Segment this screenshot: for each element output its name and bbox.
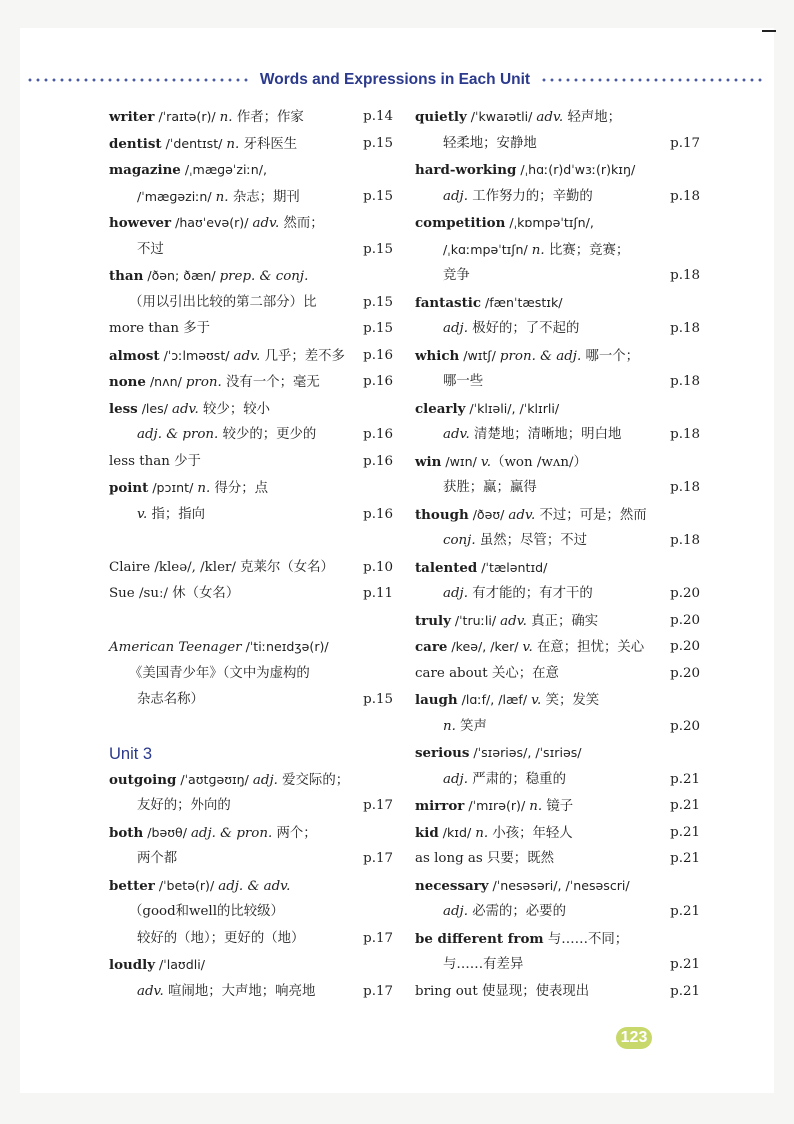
entry-dentist (109, 131, 393, 158)
meaning: 杂志；期刊 (228, 189, 300, 205)
entry-serious-cont (415, 767, 700, 794)
phrase: as long as 只要；既然 (415, 851, 554, 866)
meaning: 没有一个；毫无 (221, 375, 320, 390)
meaning: 轻柔地；安静地 (443, 135, 537, 151)
phonetic: /ˈkwaɪətli/ (466, 109, 537, 124)
entry-more-than (109, 316, 393, 343)
phonetic: /ˈraɪtə(r)/ (154, 109, 220, 124)
entry-american-teenager-cont (109, 661, 393, 688)
meaning: 虽然；尽管；不过 (475, 533, 587, 548)
entry-talented-cont (415, 581, 700, 608)
entry-claire (109, 555, 393, 582)
page-ref: p.21 (670, 851, 700, 866)
headword: kid (415, 824, 439, 841)
phrase: more than 多于 (109, 321, 210, 336)
part-of-speech: n. (219, 110, 233, 125)
phonetic: /ˈsɪəriəs/, /ˈsɪriəs/ (469, 745, 582, 760)
part-of-speech: n. (529, 799, 543, 814)
meaning: 必需的；必要的 (467, 904, 566, 919)
headword: laugh (415, 692, 458, 708)
headword: less (109, 400, 138, 417)
dotted-rule-right (540, 78, 764, 82)
entry-clearly (415, 396, 700, 423)
part-of-speech: adj. & pron. (190, 825, 273, 841)
part-of-speech: adv. (443, 427, 470, 442)
proper-name: Claire /kleə/, /kler/ 克莱尔（女名） (109, 559, 334, 575)
headword: fantastic (415, 294, 481, 311)
part-of-speech: n. (475, 825, 489, 841)
entry-than-cont (109, 290, 393, 317)
entry-though (415, 502, 700, 529)
proper-name: Sue /suː/ 休（女名） (109, 586, 240, 601)
entry-necessary-cont (415, 899, 700, 926)
part-of-speech: adj. (443, 188, 468, 204)
entry-competition-cont (415, 237, 700, 264)
header-title: Words and Expressions in Each Unit (259, 71, 531, 88)
part-of-speech: pron. (185, 375, 222, 390)
entry-writer (109, 104, 393, 131)
entry-fantastic (415, 290, 700, 317)
phonetic: /ˌhɑː(r)dˈwɜː(r)kɪŋ/ (516, 162, 636, 177)
page-ref: p.11 (363, 586, 393, 601)
page-ref: p.14 (363, 109, 393, 124)
meaning: 杂志名称） (137, 692, 204, 707)
meaning: 几乎；差不多 (260, 348, 345, 364)
entry-fantastic-cont (415, 316, 700, 343)
page-ref: p.15 (363, 135, 393, 151)
entry-mirror (415, 793, 700, 820)
headword: however (109, 215, 172, 231)
entry-sue (109, 581, 393, 608)
phonetic: /keə/, /ker/ (447, 639, 523, 654)
page-ref: p.15 (363, 692, 393, 707)
entry-bring-out (415, 979, 700, 1006)
phonetic: /ˈmɪrə(r)/ (464, 798, 530, 813)
entry-win-cont (415, 475, 700, 502)
page-ref: p.21 (670, 824, 700, 840)
page-ref: p.17 (363, 930, 393, 946)
phonetic: /ðən; ðæn/ (143, 268, 220, 283)
page-ref: p.17 (363, 798, 393, 813)
entry-better-cont2 (109, 926, 393, 953)
running-header (26, 70, 764, 90)
phonetic: /ˌkɑːmpəˈtɪʃn/ (443, 241, 532, 257)
headword: none (109, 374, 146, 390)
headword: magazine (109, 162, 181, 178)
part-of-speech: adv. (252, 216, 280, 231)
entry-laugh (415, 687, 700, 714)
meaning: 笑；发笑 (541, 693, 600, 708)
entry-american-teenager (109, 634, 393, 661)
page-ref: p.17 (670, 135, 700, 151)
meaning: 工作努力的；辛勤的 (467, 188, 593, 204)
corner-mark (762, 30, 776, 32)
right-column (415, 104, 700, 1005)
meaning: 然而； (279, 216, 324, 231)
page-ref: p.18 (670, 321, 700, 336)
headword: quietly (415, 109, 467, 125)
entry-care-about (415, 661, 700, 688)
entry-loudly (109, 952, 393, 979)
entry-quietly-cont (415, 131, 700, 158)
entry-competition (415, 210, 700, 237)
entry-kid (415, 820, 700, 847)
phonetic: /ˈbetə(r)/ (154, 877, 219, 893)
entry-point-cont (109, 502, 393, 529)
entry-necessary (415, 873, 700, 900)
meaning: 与……有差异 (443, 957, 524, 972)
entry-which (415, 343, 700, 370)
headword: loudly (109, 957, 155, 973)
entry-as-long-as (415, 846, 700, 873)
phonetic: /wɪn/ (441, 453, 481, 469)
entry-hard-working (415, 157, 700, 184)
part-of-speech: v. (531, 693, 542, 708)
phonetic: /ˌmæɡəˈziːn/, (180, 162, 267, 177)
part-of-speech: adv. (500, 613, 527, 629)
headword: competition (415, 215, 506, 231)
entry-than (109, 263, 393, 290)
page-ref: p.21 (670, 957, 700, 972)
meaning: 两个； (272, 825, 317, 841)
headword: almost (109, 347, 160, 364)
entry-magazine (109, 157, 393, 184)
page-ref: p.20 (670, 639, 700, 654)
entry-magazine-cont (109, 184, 393, 211)
part-of-speech: n. (443, 718, 456, 734)
headword: serious (415, 745, 470, 761)
part-of-speech: adj. (443, 586, 468, 601)
page-ref: p.20 (670, 586, 700, 601)
page-ref: p.16 (363, 374, 393, 389)
part-of-speech: adj. & pron. (137, 427, 219, 442)
entry-less-than (109, 449, 393, 476)
page-ref: p.21 (670, 983, 700, 999)
meaning: 比赛；竞赛； (544, 242, 630, 258)
phonetic: /haʊˈevə(r)/ (171, 215, 253, 230)
phonetic: /ˈlaʊdli/ (155, 957, 205, 972)
page-ref: p.20 (670, 718, 700, 734)
meaning: 较少的；更少的 (218, 427, 317, 442)
headword: mirror (415, 798, 465, 814)
phonetic: /ˌkɒmpəˈtɪʃn/, (505, 215, 594, 230)
page-ref: p.16 (363, 506, 393, 522)
page-ref: p.15 (363, 321, 393, 336)
page-ref: p.15 (363, 188, 393, 204)
phrase: care about 关心；在意 (415, 665, 559, 681)
phonetic: /ˈɔːlməʊst/ (159, 347, 234, 363)
page-ref: p.17 (363, 851, 393, 866)
phonetic: /ˈdentɪst/ (161, 135, 227, 151)
page-ref: p.18 (670, 374, 700, 389)
headword: care (415, 639, 448, 655)
phonetic: /ˈtiːneɪdʒə(r)/ (241, 639, 329, 654)
meaning: 爱交际的； (277, 772, 350, 788)
part-of-speech: adv. (172, 401, 199, 417)
part-of-speech: n. (531, 242, 545, 258)
meaning: 较少；较小 (198, 401, 271, 417)
meaning: 镜子 (542, 799, 574, 814)
meaning: 《美国青少年》（文中为虚构的 (129, 665, 310, 681)
page-ref: p.16 (363, 347, 393, 363)
headword: talented (415, 559, 478, 576)
part-of-speech: prep. & conj. (219, 269, 309, 284)
page-ref: p.21 (670, 798, 700, 813)
entry-be-different-from-cont (415, 952, 700, 979)
page-ref: p.18 (670, 480, 700, 495)
entry-both-cont (109, 846, 393, 873)
entry-hard-working-cont (415, 184, 700, 211)
headword: hard-working (415, 162, 517, 178)
part-of-speech: n. (226, 136, 240, 152)
phonetic: /les/ (137, 400, 172, 416)
phrase: bring out 使显现；使表现出 (415, 983, 590, 999)
entry-both (109, 820, 393, 847)
meaning: 不过；可是；然而 (535, 507, 647, 523)
part-of-speech: v. (480, 454, 492, 470)
part-of-speech: adv. (137, 983, 164, 999)
phonetic: /ˈtæləntɪd/ (477, 559, 548, 575)
part-of-speech: v. (137, 506, 148, 522)
entry-serious (415, 740, 700, 767)
phonetic: /ˈtruːli/ (450, 612, 501, 628)
meaning: （good和well的比较级） (129, 904, 284, 919)
headword: which (415, 347, 460, 364)
headword: writer (109, 109, 155, 125)
meaning: 牙科医生 (239, 136, 298, 152)
meaning: 真正；确实 (526, 613, 599, 629)
page-ref: p.18 (670, 188, 700, 204)
headword: clearly (415, 400, 466, 417)
headword: truly (415, 612, 451, 629)
phonetic: /ˈaʊtɡəʊɪŋ/ (176, 771, 253, 787)
headword: than (109, 268, 144, 284)
part-of-speech: adj. (443, 321, 468, 336)
meaning: （用以引出比较的第二部分）比 (129, 294, 317, 310)
meaning: 两个都 (137, 851, 178, 866)
page-ref: p.10 (363, 559, 393, 575)
page-ref: p.20 (670, 665, 700, 681)
meaning: 与……不同； (543, 931, 629, 947)
meaning: 极好的；了不起的 (467, 321, 580, 336)
dotted-rule-left (26, 78, 250, 82)
part-of-speech: conj. (443, 533, 476, 548)
page-ref: p.21 (670, 904, 700, 919)
headword: dentist (109, 135, 162, 152)
entry-truly (415, 608, 700, 635)
meaning: 严肃的；稳重的 (467, 771, 566, 787)
part-of-speech: adv. (508, 507, 536, 523)
entry-outgoing-cont (109, 793, 393, 820)
entry-point (109, 475, 393, 502)
entry-talented (415, 555, 700, 582)
phrase: less than 少于 (109, 453, 201, 469)
phonetic: /kɪd/ (438, 824, 476, 840)
part-of-speech: adv. (233, 348, 261, 364)
part-of-speech: n. (197, 481, 211, 496)
headword: point (109, 480, 149, 496)
headword: necessary (415, 877, 489, 894)
entry-none (109, 369, 393, 396)
headword: both (109, 824, 144, 841)
entry-less-cont (109, 422, 393, 449)
meaning: 小孩；年轻人 (488, 825, 573, 841)
part-of-speech: adj. (443, 904, 468, 919)
headword: better (109, 877, 155, 894)
meaning: 哪一些 (443, 374, 484, 389)
left-column (109, 104, 393, 1005)
entry-better (109, 873, 393, 900)
entry-clearly-cont (415, 422, 700, 449)
page-ref: p.15 (363, 294, 393, 310)
unit-heading: Unit 3 (109, 745, 153, 763)
page-ref: p.20 (670, 612, 700, 628)
entry-better-cont (109, 899, 393, 926)
phonetic: /nʌn/ (145, 374, 186, 389)
phonetic: /ˈklɪəli/, /ˈklɪrli/ (465, 400, 560, 416)
part-of-speech: adj. (252, 772, 278, 788)
page-ref: p.18 (670, 533, 700, 548)
entry-laugh-cont (415, 714, 700, 741)
entry-almost (109, 343, 393, 370)
meaning: 竞争 (443, 268, 470, 283)
entry-win (415, 449, 700, 476)
meaning: 有才能的；有才干的 (467, 586, 593, 601)
meaning: 指；指向 (147, 506, 206, 522)
entry-quietly (415, 104, 700, 131)
magazine-title: American Teenager (109, 640, 242, 655)
page-ref: p.17 (363, 983, 393, 999)
page-ref: p.21 (670, 771, 700, 787)
entry-be-different-from (415, 926, 700, 953)
page-ref: p.16 (363, 427, 393, 442)
entry-less (109, 396, 393, 423)
entry-which-cont (415, 369, 700, 396)
part-of-speech: n. (215, 189, 229, 205)
meaning: 得分；点 (210, 481, 269, 496)
meaning: 获胜；赢；赢得 (443, 480, 537, 495)
phonetic: /lɑːf/, /læf/ (457, 692, 532, 707)
page-ref: p.15 (363, 241, 393, 257)
meaning: 轻声地； (563, 110, 622, 125)
entry-american-teenager-cont2 (109, 687, 393, 714)
page-ref: p.18 (670, 268, 700, 283)
part-of-speech: pron. & adj. (499, 348, 582, 364)
part-of-speech: adj. (443, 771, 468, 787)
entry-care (415, 634, 700, 661)
entry-however (109, 210, 393, 237)
meaning: （won /wʌn/） (491, 454, 587, 470)
part-of-speech: v. (522, 640, 533, 655)
entry-though-cont (415, 528, 700, 555)
meaning: 哪一个； (581, 348, 640, 364)
entry-competition-cont2 (415, 263, 700, 290)
phonetic: /ˈnesəsəri/, /ˈnesəscri/ (488, 877, 630, 893)
headword: be different from (415, 930, 544, 947)
meaning: 清楚地；清晰地；明白地 (469, 427, 622, 442)
headword: win (415, 453, 442, 470)
page-ref: p.16 (363, 453, 393, 469)
meaning: 在意；担忧；关心 (532, 640, 645, 655)
entry-however-cont (109, 237, 393, 264)
headword: though (415, 506, 469, 523)
meaning: 作者；作家 (232, 110, 304, 125)
headword: outgoing (109, 771, 177, 788)
entry-loudly-cont (109, 979, 393, 1006)
phonetic: /ðəʊ/ (468, 506, 509, 522)
phonetic: /ˈmæɡəziːn/ (137, 188, 216, 204)
meaning: 喧闹地；大声地；响亮地 (163, 983, 316, 999)
phonetic: /wɪtʃ/ (459, 347, 500, 363)
meaning: 友好的；外向的 (137, 798, 231, 813)
part-of-speech: adv. (536, 110, 564, 125)
page-ref: p.18 (670, 427, 700, 442)
meaning: 较好的（地）；更好的（地） (137, 930, 305, 946)
page-number-badge: 123 (616, 1027, 652, 1049)
phonetic: /bəʊθ/ (143, 824, 191, 840)
part-of-speech: adj. & adv. (218, 878, 291, 894)
meaning: 笑声 (455, 718, 487, 734)
phonetic: /fænˈtæstɪk/ (481, 294, 563, 310)
entry-outgoing (109, 767, 393, 794)
phonetic: /pɔɪnt/ (148, 480, 198, 495)
meaning: 不过 (137, 241, 164, 257)
